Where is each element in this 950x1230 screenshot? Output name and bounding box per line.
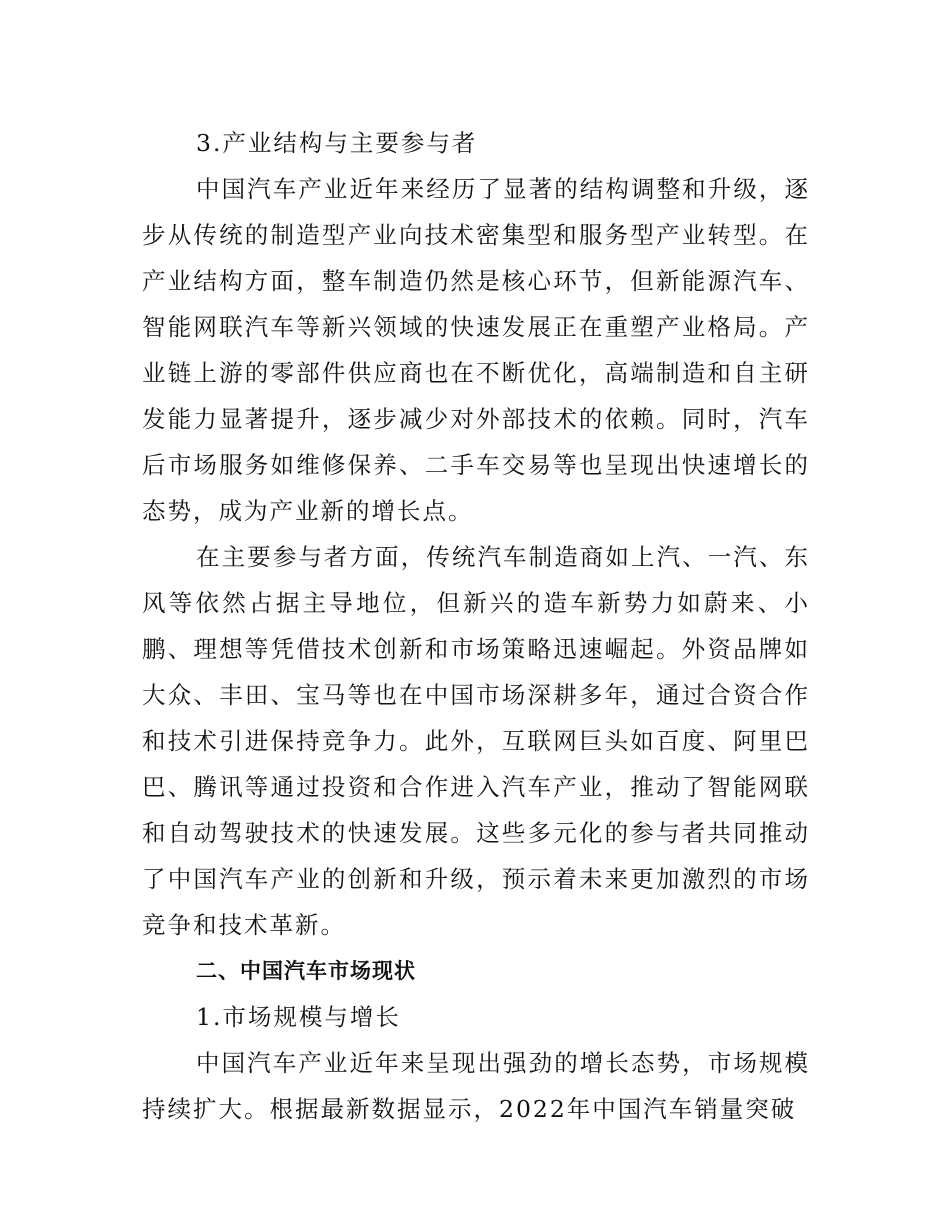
paragraph-main-participants: 在主要参与者方面，传统汽车制造商如上汽、一汽、东风等依然占据主导地位，但新兴的造车新势力如蔚来、小鹏、理想等凭借技术创新和市场策略迅速崛起。外资品牌如大众、丰田、宝马等也在中国市场深耕多年，通过合资合作和技术引进保持竞争力。此外，互联网巨头如百度、阿里巴巴、腾讯等通过投资和合作进入汽车产业，推动了智能网联和自动驾驶技术的快速发展。这些多元化的参与者共同推动了中国汽车产业的创新和升级，预示着未来更加激烈的市场竞争和技术革新。: [142, 543, 810, 939]
paragraph-market-size: 中国汽车产业近年来呈现出强劲的增长态势，市场规模持续扩大。根据最新数据显示，2022年中国汽车销量突破: [142, 1049, 810, 1123]
section-heading-industry-structure: 3.产业结构与主要参与者: [196, 129, 478, 157]
section-heading-market-size: 1.市场规模与增长: [196, 1003, 401, 1031]
paragraph-industry-structure: 中国汽车产业近年来经历了显著的结构调整和升级，逐步从传统的制造型产业向技术密集型和服务型产业转型。在产业结构方面，整车制造仍然是核心环节，但新能源汽车、智能网联汽车等新兴领域的快速发展正在重塑产业格局。产业链上游的零部件供应商也在不断优化，高端制造和自主研发能力显著提升，逐步减少对外部技术的依赖。同时，汽车后市场服务如维修保养、二手车交易等也呈现出快速增长的态势，成为产业新的增长点。: [142, 175, 810, 525]
chapter-heading-market-status: 二、中国汽车市场现状: [196, 959, 416, 983]
document-body: [142, 120, 810, 1132]
